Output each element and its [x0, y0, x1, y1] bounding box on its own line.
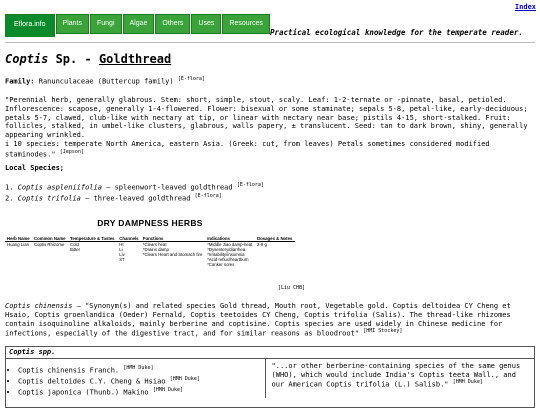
list-item	[18, 365, 261, 375]
family-ref: [E-flora]	[177, 76, 205, 82]
header-divider	[5, 42, 535, 43]
chinensis-name: Coptis chinensis	[5, 302, 73, 310]
col-dosages: Dosages & Notes	[255, 237, 295, 242]
description-text: "Perennial herb, generally glabrous. Stem: short, simple, stout, scaly. Leaf: 1-2-ternate or -pinnate, basal, petioled. Inflorescence: scapose, generally 1-4-flowered. Flower: bisexual or some staminate; sepals 5-8, petal-like, early-deciduous; petals 5-7, clawed, club-like with nectary at tip, or linear with nectary near base; pistils 4-15, short-stalked. Fruit: follicles, stalked, in umbel-like clusters, glabrous, walls papery, ± translucent. Seed: tan to dark brown, shiny, generally appearing wrinkled. i 10 species: temperate North America, eastern Asia. (Greek: cut, from leaves) Petals sometimes considered modified staminodes."	[5, 96, 528, 158]
box-species-list	[6, 359, 266, 398]
title-genus: Coptis	[5, 52, 49, 66]
box-species-ref: [HMH Duke]	[123, 364, 154, 371]
cell-functions: *Clears heat *Drains damp *Clears Heart and Stomach fire	[142, 242, 203, 258]
cell-common: Coptis Rhizome	[34, 242, 65, 248]
col-temp-tastes: Temperature & Tastes	[68, 237, 117, 242]
index-link[interactable]: Index	[514, 3, 536, 11]
cell-temp: Cold Bitter	[70, 242, 81, 253]
table-row	[5, 242, 295, 269]
tab-resources[interactable]: Resources	[222, 14, 269, 34]
box-heading: Coptis spp.	[6, 347, 534, 359]
species-number: 1.	[5, 183, 14, 192]
description-ref: [Jepson]	[59, 148, 84, 155]
title-sp: Sp. -	[48, 52, 99, 66]
local-species-list	[5, 182, 264, 204]
family-line	[5, 76, 205, 86]
species-number: 2.	[5, 194, 14, 203]
cell-channels: Ht Li Liv ST	[119, 242, 125, 263]
chinensis-paragraph	[5, 302, 535, 338]
species-common: – spleenwort-leaved goldthread	[101, 183, 233, 192]
species-link-trifolia[interactable]: Coptis trifolia	[17, 194, 81, 203]
coptis-spp-box	[5, 346, 535, 408]
box-quote	[266, 359, 534, 398]
tab-uses[interactable]: Uses	[191, 14, 221, 34]
chinensis-ref: [HMI Stockey]	[363, 328, 403, 335]
species-ref: [E-flora]	[194, 193, 222, 200]
dry-heading: DRY DAMPNESS HERBS	[97, 218, 203, 228]
tab-plants[interactable]: Plants	[56, 14, 89, 34]
cell-indications: *Middle Jiao damp-heat *Dysentery/diarrhea *Irritability/insomnia *Acid reflux/heartburn *Canker sores	[207, 242, 253, 268]
local-species-heading: Local Species;	[5, 164, 65, 172]
site-tagline: Practical ecological knowledge for the temperate reader.	[270, 28, 523, 37]
species-common: – three-leaved goldthread	[80, 194, 191, 203]
box-species-ref: [HMH Duke]	[169, 375, 200, 382]
page-title	[5, 52, 171, 67]
family-label: Family:	[5, 77, 35, 86]
cell-herb: Huang Lian	[7, 242, 29, 248]
col-functions: Functions	[141, 237, 205, 242]
tab-eflora-info[interactable]: Eflora.info	[5, 14, 55, 37]
list-item	[18, 387, 261, 397]
dry-dampness-herbs	[5, 218, 295, 269]
title-common-name: Goldthread	[98, 52, 172, 66]
genus-description	[5, 96, 535, 159]
tab-algae[interactable]: Algae	[123, 14, 155, 34]
species-link-aspleniifolia[interactable]: Coptis aspleniifolia	[17, 183, 102, 192]
list-item	[5, 193, 264, 203]
chinensis-text: – "Synonym(s) and related species Gold thread, Mouth root, Vegetable gold. Coptis deltoidea CY Cheng et Hsaio, Coptis groenlandica (Oeder) Fernald, Coptis teetoides CY Cheng, Coptis trifolia (Salis). The thread-like rhizomes contain isoquinoline alkaloids, mainly berberine and coptisine. Coptis species are used widely in Chinese medicine for infections, especially of the digestive tract, and for similar reasons as bloodroot"	[5, 302, 511, 338]
species-ref: [E-flora]	[236, 182, 264, 188]
cell-dosage: 2-9 g	[257, 242, 267, 248]
box-quote-ref: [HMH Duke]	[452, 379, 483, 386]
herbs-table	[5, 237, 295, 269]
col-herb-name: Herb Name	[5, 237, 32, 242]
tab-others[interactable]: Others	[155, 14, 190, 34]
list-item	[5, 182, 264, 192]
box-species-ref: [HMH Duke]	[152, 386, 183, 393]
tab-fungi[interactable]: Fungi	[90, 14, 122, 34]
box-species-name: Coptis chinensis Franch.	[18, 366, 120, 375]
family-value: Ranunculaceae (Buttercup family)	[34, 77, 174, 86]
col-channels: Channels	[117, 237, 141, 242]
col-common-name: Common Name	[32, 237, 68, 242]
box-species-name: Coptis deltoides C.Y. Cheng & Hsiao	[18, 377, 166, 386]
col-indications: Indications	[205, 237, 255, 242]
main-nav	[5, 14, 270, 37]
list-item	[18, 376, 261, 386]
box-quote-text: "...or other berberine-containing species of the same genus (WHO), which would include India's Coptis teeta Wall., and our American Coptis trifolia (L.) Salisb."	[271, 361, 521, 389]
box-species-name: Coptis japonica (Thunb.) Makino	[18, 388, 149, 397]
dry-ref: [Liu CHB]	[278, 285, 306, 291]
